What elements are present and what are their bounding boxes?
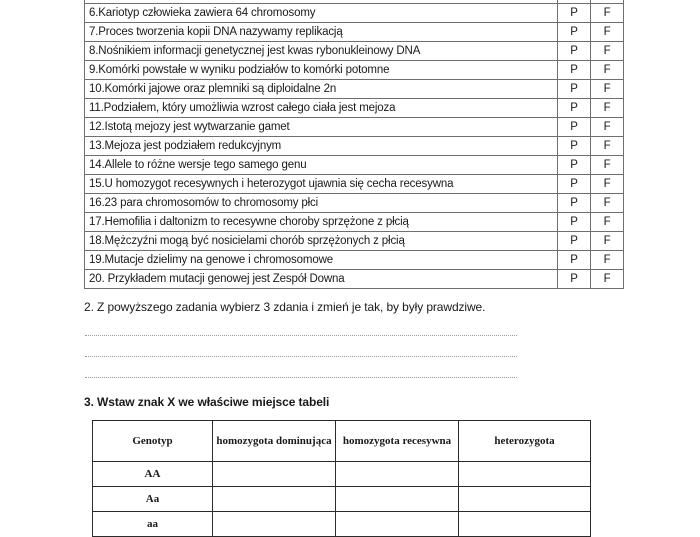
genotype-table-body [93, 462, 591, 537]
table-row [93, 487, 591, 512]
task-2-answer-line-3[interactable] [85, 377, 517, 378]
answer-cell-false[interactable]: F [591, 80, 624, 99]
answer-cell-false[interactable]: F [591, 270, 624, 289]
answer-cell-false[interactable]: F [591, 251, 624, 270]
answer-cell-true[interactable]: P [558, 270, 591, 289]
statement-cell: 11.Podziałem, który umożliwia wzrost całego ciała jest mejoza [85, 99, 558, 118]
task-2-heading: 2. Z powyższego zadania wybierz 3 zdania i zmień je tak, by były prawdziwe. [84, 300, 486, 314]
task-2-answer-line-1[interactable] [85, 335, 517, 336]
checkbox-cell-homozygota-recesywna[interactable] [336, 462, 459, 487]
statement-cell: 7.Proces tworzenia kopii DNA nazywamy replikacją [85, 23, 558, 42]
checkbox-cell-homozygota-dominujaca[interactable] [213, 487, 336, 512]
table-row [85, 61, 624, 80]
statement-cell: 15.U homozygot recesywnych i heterozygot ujawnia się cecha recesywna [85, 175, 558, 194]
answer-cell-true[interactable]: P [558, 232, 591, 251]
statement-cell: 8.Nośnikiem informacji genetycznej jest kwas rybonukleinowy DNA [85, 42, 558, 61]
answer-cell-true[interactable]: P [558, 175, 591, 194]
answer-cell-false[interactable]: F [591, 42, 624, 61]
table-row [93, 512, 591, 537]
genotype-label: Aa [93, 487, 213, 512]
table-row [85, 80, 624, 99]
genotype-table-head [93, 421, 591, 462]
answer-cell-true[interactable]: P [558, 118, 591, 137]
checkbox-cell-homozygota-recesywna[interactable] [336, 512, 459, 537]
table-row [85, 232, 624, 251]
answer-cell-false[interactable]: F [591, 232, 624, 251]
true-false-table-container [84, 0, 616, 289]
answer-cell-true[interactable]: P [558, 80, 591, 99]
answer-cell-false[interactable]: F [591, 175, 624, 194]
genotype-label: aa [93, 512, 213, 537]
statement-cell: 10.Komórki jajowe oraz plemniki są diploidalne 2n [85, 80, 558, 99]
table-row [85, 251, 624, 270]
column-header-heterozygota: heterozygota [459, 421, 591, 462]
answer-cell-true[interactable]: P [558, 42, 591, 61]
answer-cell-true[interactable]: P [558, 137, 591, 156]
table-row [85, 118, 624, 137]
answer-cell-false[interactable]: F [591, 118, 624, 137]
statement-cell: 12.Istotą mejozy jest wytwarzanie gamet [85, 118, 558, 137]
task-3-heading: 3. Wstaw znak X we właściwe miejsce tabeli [84, 395, 330, 409]
table-row [85, 175, 624, 194]
answer-cell-false[interactable]: F [591, 61, 624, 80]
table-row [85, 213, 624, 232]
answer-cell-true[interactable]: P [558, 61, 591, 80]
statement-cell: 13.Mejoza jest podziałem redukcyjnym [85, 137, 558, 156]
checkbox-cell-homozygota-dominujaca[interactable] [213, 512, 336, 537]
answer-cell-true[interactable]: P [558, 213, 591, 232]
genotype-table [92, 420, 591, 537]
answer-cell-false[interactable]: F [591, 156, 624, 175]
statement-cell: 16.23 para chromosomów to chromosomy płci [85, 194, 558, 213]
answer-cell-true[interactable]: P [558, 194, 591, 213]
answer-cell-true[interactable]: P [558, 156, 591, 175]
statement-cell: 18.Mężczyźni mogą być nosicielami chorób sprzężonych z płcią [85, 232, 558, 251]
table-row [93, 462, 591, 487]
checkbox-cell-heterozygota[interactable] [459, 462, 591, 487]
statement-cell: 19.Mutacje dzielimy na genowe i chromosomowe [85, 251, 558, 270]
table-row [85, 4, 624, 23]
table-row [85, 270, 624, 289]
checkbox-cell-heterozygota[interactable] [459, 512, 591, 537]
statement-cell: 17.Hemofilia i daltonizm to recesywne choroby sprzężone z płcią [85, 213, 558, 232]
answer-cell-false[interactable]: F [591, 213, 624, 232]
column-header-homozygota-dominujaca: homozygota dominująca [213, 421, 336, 462]
table-row [85, 137, 624, 156]
table-row [85, 194, 624, 213]
table-header-row [93, 421, 591, 462]
answer-cell-false[interactable]: F [591, 4, 624, 23]
checkbox-cell-heterozygota[interactable] [459, 487, 591, 512]
checkbox-cell-homozygota-recesywna[interactable] [336, 487, 459, 512]
statement-cell: 14.Allele to różne wersje tego samego genu [85, 156, 558, 175]
answer-cell-false[interactable]: F [591, 137, 624, 156]
column-header-genotype: Genotyp [93, 421, 213, 462]
table-row [85, 42, 624, 61]
table-row [85, 156, 624, 175]
table-row [85, 99, 624, 118]
answer-cell-false[interactable]: F [591, 99, 624, 118]
true-false-table-body [85, 0, 624, 289]
answer-cell-false[interactable]: F [591, 194, 624, 213]
answer-cell-true[interactable]: P [558, 23, 591, 42]
answer-cell-false[interactable]: F [591, 23, 624, 42]
task-2-answer-line-2[interactable] [85, 356, 517, 357]
statement-cell: 9.Komórki powstałe w wyniku podziałów to komórki potomne [85, 61, 558, 80]
answer-cell-true[interactable]: P [558, 99, 591, 118]
answer-cell-true[interactable]: P [558, 251, 591, 270]
statement-cell: 20. Przykładem mutacji genowej jest Zespół Downa [85, 270, 558, 289]
checkbox-cell-homozygota-dominujaca[interactable] [213, 462, 336, 487]
genotype-label: AA [93, 462, 213, 487]
statement-cell: 6.Kariotyp człowieka zawiera 64 chromosomy [85, 4, 558, 23]
genotype-table-container [92, 420, 590, 537]
answer-cell-true[interactable]: P [558, 4, 591, 23]
true-false-table [84, 0, 624, 289]
column-header-homozygota-recesywna: homozygota recesywna [336, 421, 459, 462]
table-row [85, 23, 624, 42]
